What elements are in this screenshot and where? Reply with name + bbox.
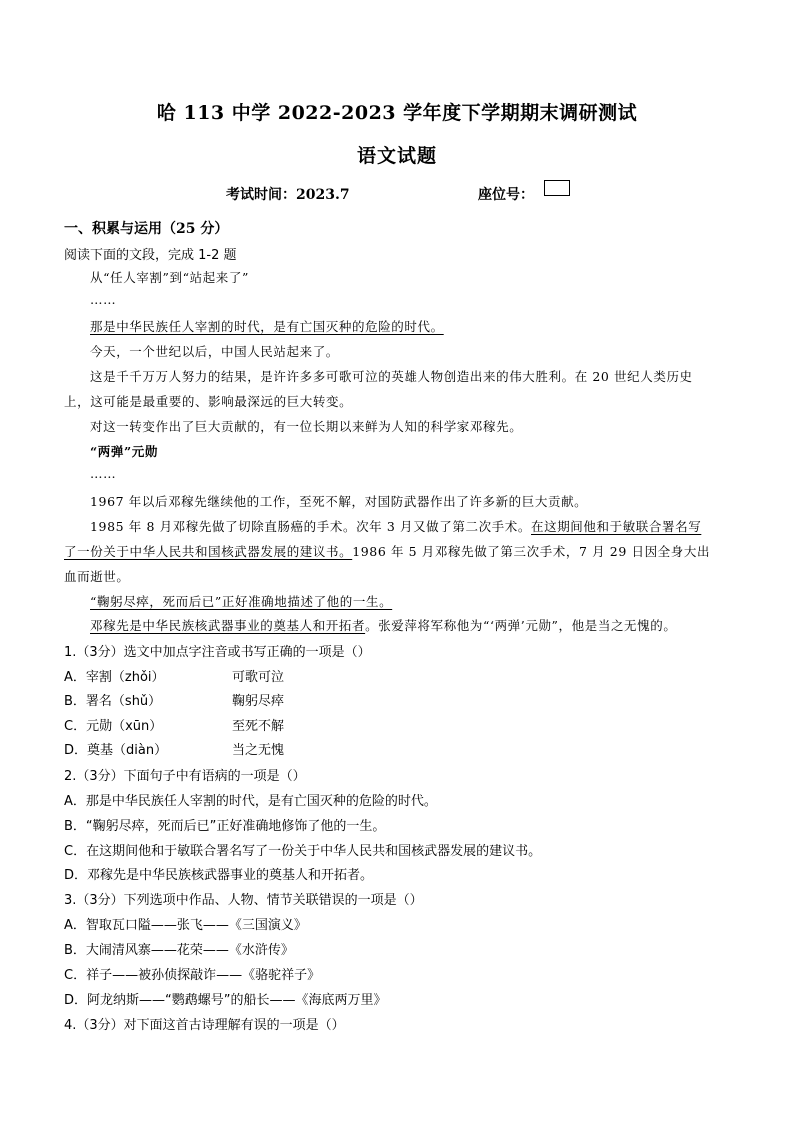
question-option: A．智取瓦口隘——张飞——《三国演义》 (64, 918, 307, 933)
option-part-a: B．署名（shǔ） (64, 694, 162, 709)
question-option: D．阿龙纳斯——“鹦鹉螺号”的船长——《海底两万里》 (64, 993, 387, 1008)
passage-paragraph (90, 517, 701, 535)
option-part-a: A．宰割（zhǒi） (64, 670, 165, 685)
plain-text: 。张爱萍将军称他为“‘两弹’元勋”，他是当之无愧的。 (365, 618, 677, 633)
underlined-text: 了一份关于中华人民共和国核武器发展的建议书。 (64, 544, 353, 559)
option-part-b: 至死不解 (232, 719, 285, 734)
question-option: C．祥子——被孙侦探敲诈——《骆驼祥子》 (64, 968, 321, 983)
question-stem: 1.（3分）选文中加点字注音或书写正确的一项是（） (64, 645, 371, 660)
passage-paragraph-cont (64, 542, 710, 560)
plain-text: 1985 年 8 月邓稼先做了切除直肠癌的手术。次年 3 月又做了第二次手术。 (90, 519, 531, 534)
reading-instruction: 阅读下面的文段，完成 1-2 题 (64, 248, 237, 263)
passage-paragraph: 那是中华民族任人宰割的时代，是有亡国灭种的危险的时代。 (90, 319, 444, 334)
passage-ellipsis: …… (90, 466, 117, 481)
underlined-text: 邓稼先是中华民族核武器事业的奠基人和开拓者 (90, 618, 366, 633)
passage-paragraph: 这是千千万万人努力的结果，是许许多多可歌可泣的英雄人物创造出来的伟大胜利。在 20 世纪人类历史 (90, 369, 693, 384)
seat-label: 座位号： (478, 187, 534, 203)
option-part-a: D．奠基（diàn） (64, 743, 168, 758)
exam-subtitle: 语文试题 (356, 145, 437, 167)
question-option (64, 739, 285, 758)
question-stem: 4.（3分）对下面这首古诗理解有误的一项是（） (64, 1018, 345, 1033)
question-option (64, 666, 285, 685)
question-option: A．那是中华民族任人宰割的时代，是有亡国灭种的危险的时代。 (64, 794, 437, 809)
question-option: C．在这期间他和于敏联合署名写了一份关于中华人民共和国核武器发展的建议书。 (64, 844, 542, 859)
passage-subtitle: “两弹”元勋 (90, 444, 158, 459)
question-stem: 2.（3分）下面句子中有语病的一项是（） (64, 769, 306, 784)
section-heading: 一、积累与运用（25 分） (64, 221, 229, 237)
underlined-text: 在这期间他和于敏联合署名写 (531, 519, 702, 534)
passage-paragraph: 1967 年以后邓稼先继续他的工作，至死不解，对国防武器作出了许多新的巨大贡献。 (90, 494, 588, 509)
question-stem: 3.（3分）下列选项中作品、人物、情节关联错误的一项是（） (64, 893, 423, 908)
passage-ellipsis: …… (90, 292, 117, 307)
option-part-b: 可歌可泣 (232, 670, 285, 685)
question-option (64, 690, 285, 709)
passage-paragraph: 今天，一个世纪以后，中国人民站起来了。 (90, 344, 339, 359)
passage-subtitle: 从“任人宰割”到“站起来了” (90, 270, 249, 285)
exam-time: 考试时间：2023.7 (226, 187, 350, 203)
option-part-b: 鞠躬尽瘁 (232, 694, 285, 709)
passage-paragraph: 对这一转变作出了巨大贡献的，有一位长期以来鲜为人知的科学家邓稼先。 (90, 419, 523, 434)
plain-text: 1986 年 5 月邓稼先做了第三次手术，7 月 29 日因全身大出 (352, 544, 711, 559)
seat-number-box (544, 180, 570, 196)
passage-paragraph-cont: 上，这可能是最重要的、影响最深远的巨大转变。 (64, 394, 353, 409)
question-option: D．邓稼先是中华民族核武器事业的奠基人和开拓者。 (64, 868, 374, 883)
option-part-a: C．元勋（xūn） (64, 719, 163, 734)
question-option: B．大闹清风寨——花荣——《水浒传》 (64, 943, 294, 958)
option-part-b: 当之无愧 (232, 743, 285, 758)
exam-title: 哈 113 中学 2022-2023 学年度下学期期末调研测试 (156, 102, 638, 124)
passage-paragraph (90, 616, 676, 634)
question-option (64, 715, 285, 734)
question-option: B．“鞠躬尽瘁，死而后已”正好准确地修饰了他的一生。 (64, 819, 386, 834)
passage-paragraph-cont: 血而逝世。 (64, 569, 130, 584)
passage-paragraph: “鞠躬尽瘁，死而后已”正好准确地描述了他的一生。 (90, 594, 393, 609)
